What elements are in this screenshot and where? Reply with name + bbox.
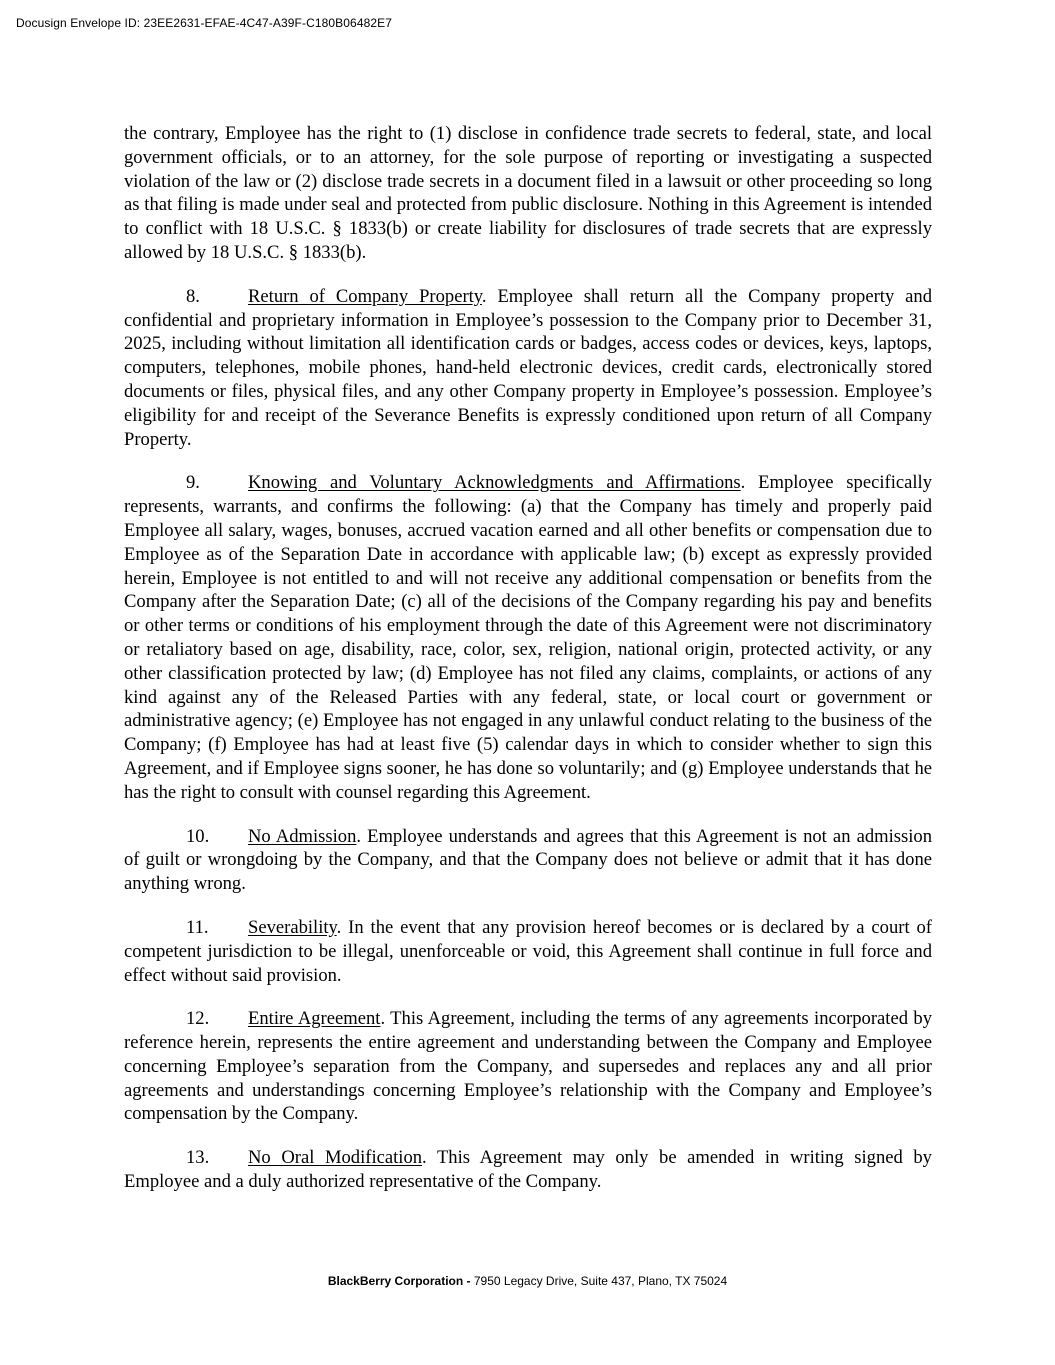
section-number: 10. bbox=[186, 825, 210, 847]
opening-paragraph: the contrary, Employee has the right to (1) disclose in confidence trade secrets to federal, state, and local government officials, or to an attorney, for the sole purpose of reporting or investigating a suspected violation of the law or (2) disclose trade secrets in a document filed in a lawsuit or other proceeding so long as that filing is made under seal and protected from public disclosure. Nothing in this Agreement is intended to conflict with 18 U.S.C. § 1833(b) or create liability for disclosures of trade secrets that are expressly allowed by 18 U.S.C. § 1833(b). bbox=[124, 123, 932, 263]
page-footer bbox=[0, 1274, 1055, 1288]
envelope-id: Docusign Envelope ID: 23EE2631-EFAE-4C47-A39F-C180B06482E7 bbox=[16, 16, 393, 30]
section-text: . Employee specifically represents, warrants, and confirms the following: (a) that the Company has timely and properly paid Employee all salary, wages, bonuses, accrued vacation earned and all other benefits or compensation due to Employee as of the Separation Date in accordance with applicable law; (b) except as expressly provided herein, Employee is not entitled to and will not receive any additional compensation or benefits from the Company after the Separation Date; (c) all of the decisions of the Company regarding his pay and benefits or other terms or conditions of his employment through the date of this Agreement were not discriminatory or retaliatory based on age, disability, race, color, sex, religion, national origin, protected activity, or any other classification protected by law; (d) Employee has not filed any claims, complaints, or actions of any kind against any of the Released Parties with any federal, state, or local court or government or administrative agency; (e) Employee has not engaged in any unlawful conduct relating to the business of the Company; (f) Employee has had at least five (5) calendar days in which to consider whether to sign this Agreement, and if Employee signs sooner, he has done so voluntarily; and (g) Employee understands that he has the right to consult with counsel regarding this Agreement. bbox=[124, 472, 933, 803]
section-heading: No Admission bbox=[248, 825, 357, 847]
section-text: . In the event that any provision hereof becomes or is declared by a court of competent jurisdiction to be illegal, unenforceable or void, this Agreement shall continue in full force and effect without said provision. bbox=[124, 916, 932, 986]
section-text: . This Agreement may only be amended in writing signed by Employee and a duly authorized representative of the Company. bbox=[124, 1147, 932, 1193]
section-8 bbox=[124, 285, 932, 452]
section-number: 9. bbox=[186, 472, 200, 494]
footer-company: BlackBerry Corporation - bbox=[327, 1274, 474, 1288]
section-number: 8. bbox=[186, 285, 200, 307]
section-number: 13. bbox=[186, 1147, 210, 1169]
section-9 bbox=[124, 471, 932, 804]
footer-address: 7950 Legacy Drive, Suite 437, Plano, TX 75024 bbox=[473, 1274, 728, 1288]
section-heading: Severability bbox=[248, 916, 337, 938]
section-text: . This Agreement, including the terms of any agreements incorporated by reference herein, represents the entire agreement and understanding between the Company and Employee concerning Employee’s separation from the Company, and supersedes and replaces any and all prior agreements and understandings concerning Employee’s relationship with the Company and Employee’s compensation by the Company. bbox=[124, 1008, 933, 1125]
section-text: . Employee shall return all the Company property and confidential and proprietary information in Employee’s possession to the Company prior to December 31, 2025, including without limitation all identification cards or badges, access codes or devices, keys, laptops, computers, telephones, mobile phones, hand-held electronic devices, credit cards, electronically stored documents or files, physical files, and any other Company property in Employee’s possession. Employee’s eligibility for and receipt of the Severance Benefits is expressly conditioned upon return of all Company Property. bbox=[124, 285, 933, 450]
document-body bbox=[124, 122, 932, 1214]
section-number: 11. bbox=[186, 916, 209, 938]
section-heading: Entire Agreement bbox=[248, 1008, 381, 1030]
section-number: 12. bbox=[186, 1008, 210, 1030]
section-text: . Employee understands and agrees that this Agreement is not an admission of guilt or wrongdoing by the Company, and that the Company does not believe or admit that it has done anything wrong. bbox=[124, 825, 932, 895]
section-heading: No Oral Modification bbox=[248, 1147, 423, 1169]
section-heading: Return of Company Property bbox=[248, 285, 482, 307]
section-12 bbox=[124, 1007, 932, 1126]
section-13 bbox=[124, 1146, 932, 1194]
section-10 bbox=[124, 825, 932, 896]
section-heading: Knowing and Voluntary Acknowledgments and Affirmations bbox=[248, 472, 741, 494]
section-11 bbox=[124, 916, 932, 987]
